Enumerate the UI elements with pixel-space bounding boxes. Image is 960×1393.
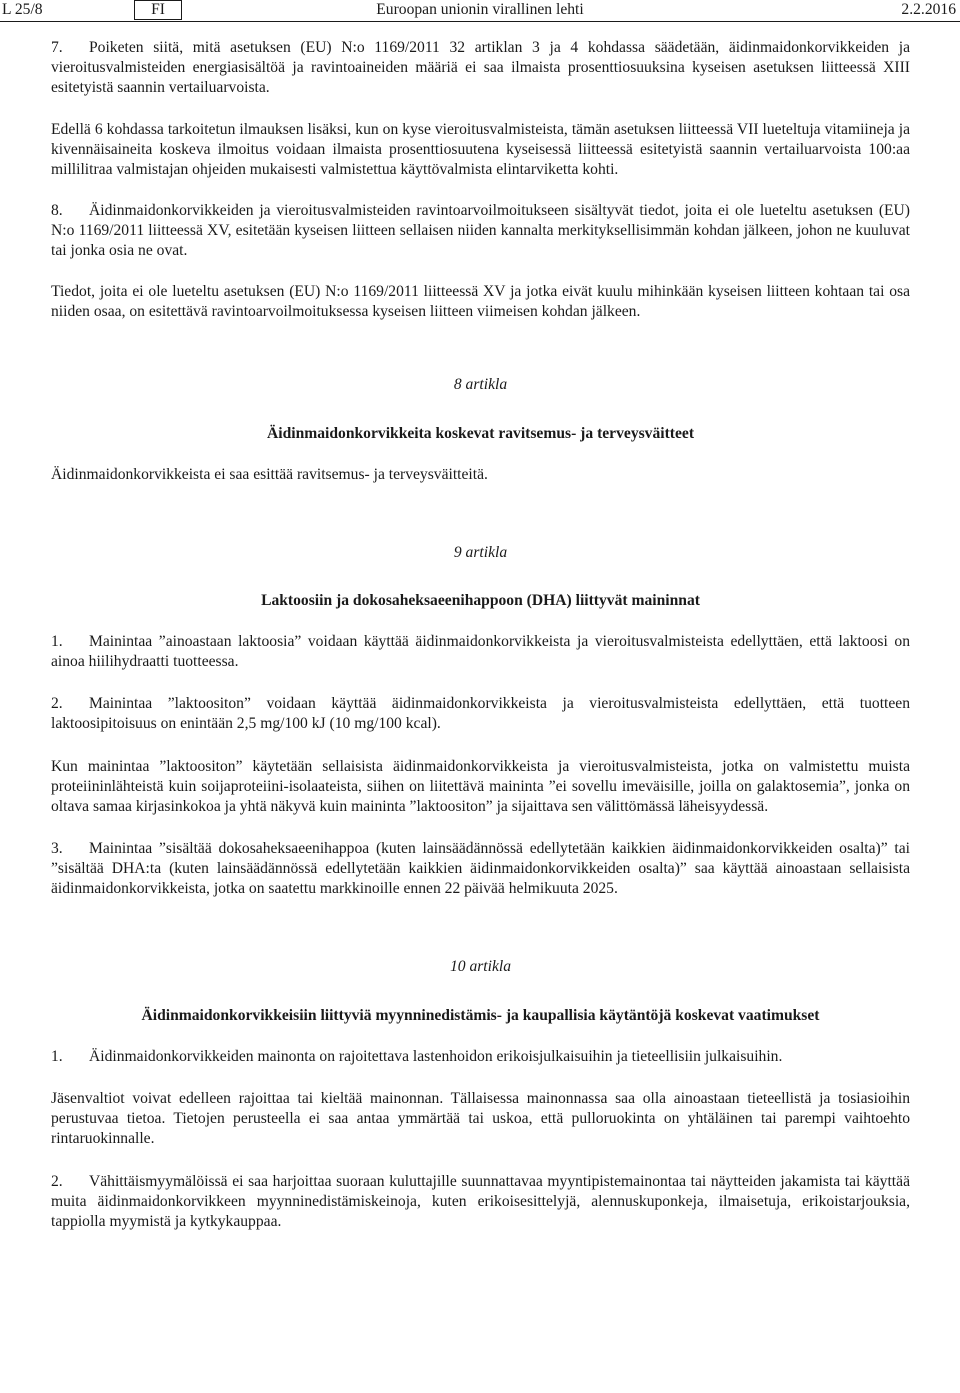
paragraph-text: Mainintaa ”sisältää dokosaheksaeenihappoa (kuten lainsäädännössä edellytetään kaikkien äidinmaidonkorvikkeiden osalta)” tai ”sisältää DHA:ta (kuten lainsäädännössä edellytetään kaikkien äidinmaidonkorvikkeiden osalta)” saa käyttää ainoastaan sellaisista äidinmaidonkorvikkeista, jotka on saatettu markkinoille ennen 22 päivää helmikuuta 2025. (51, 840, 910, 897)
paragraph-7-continued: Edellä 6 kohdassa tarkoitetun ilmauksen lisäksi, kun on kyse vieroitusvalmisteista, tämän asetuksen liitteessä VII lueteltuja vitamiineja ja kivennäisaineita koskeva ilmoitus voidaan ilmaista prosenttiosuutena kyseisessä liitteessä esitetyistä saannin vertailuarvoista 100:aa millilitraa valmistajan ohjeiden mukaisesti valmistettua käyttövalmista elintarviketta kohti. (51, 121, 910, 178)
paragraph-8 (51, 201, 910, 261)
paragraph-number: 2. (51, 1173, 63, 1190)
header-rule (0, 21, 960, 22)
publication-date: 2.2.2016 (901, 1, 956, 18)
paragraph-number: 7. (51, 39, 63, 56)
article-9-title: Laktoosiin ja dokosaheksaeenihappoon (DHA) liittyvät maininnat (261, 592, 700, 609)
paragraph-text: Poiketen siitä, mitä asetuksen (EU) N:o 1169/2011 32 artiklan 3 ja 4 kohdassa säädetään, äidinmaidonkorvikkeiden ja vieroitusvalmisteiden energiasisältöä ja ravintoaineiden määriä ei saa ilmaista prosenttiosuuksina kyseisen asetuksen liitteessä XIII esitetyistä saannin vertailuarvoista. (51, 39, 910, 96)
article-9-number: 9 artikla (453, 544, 508, 561)
document-body (51, 38, 910, 1232)
paragraph-text: Äidinmaidonkorvikkeiden mainonta on rajoitettava lastenhoidon erikoisjulkaisuihin ja tieteellisiin julkaisuihin. (89, 1048, 783, 1065)
article-10-paragraph-1-continued: Jäsenvaltiot voivat edelleen rajoittaa tai kieltää mainonnan. Tällaisessa mainonnassa saa olla ainoastaan tieteellistä ja tosiasioihin perustuvaa tietoa. Tietojen perusteella ei saa antaa ymmärtää tai uskoa, että pulloruokinta on yhtäläinen tai parempi vaihtoehto rintaruokinnalle. (51, 1090, 910, 1147)
journal-title: Euroopan unionin virallinen lehti (376, 1, 584, 18)
article-9-paragraph-2 (51, 694, 910, 734)
article-9-paragraph-1 (51, 632, 910, 672)
language-code-box: FI (134, 0, 182, 20)
paragraph-number: 3. (51, 840, 63, 857)
paragraph-text: Äidinmaidonkorvikkeiden ja vieroitusvalmisteiden ravintoarvoilmoitukseen sisältyvät tiedot, joita ei ole lueteltu asetuksen (EU) N:o 1169/2011 liitteessä XV, esitetään kyseisen liitteen sellaisen niiden kannalta merkityksellisimmän kohdan jälkeen, johon ne kuuluvat tai jonka osia ne ovat. (51, 202, 910, 259)
article-8-title: Äidinmaidonkorvikkeita koskevat ravitsemus- ja terveysväitteet (266, 425, 695, 442)
paragraph-number: 2. (51, 695, 63, 712)
paragraph-7 (51, 38, 910, 98)
article-10-number: 10 artikla (449, 958, 512, 975)
article-10-paragraph-2 (51, 1172, 910, 1232)
article-9-paragraph-2-continued: Kun mainintaa ”laktoositon” käytetään sellaisista äidinmaidonkorvikkeista ja vieroitusvalmisteista, jotka on valmistettu muista proteiininlähteistä kuin soijaproteiini-isolaateista, siihen on liitettävä maininta ”ei sovellu imeväisille, joilla on galaktosemia”, jonka on oltava samaa kirjasinkokoa ja yhtä näkyvä kuin maininta ”laktoositon” ja sijaittava sen välittömässä läheisyydessä. (51, 758, 910, 815)
paragraph-number: 1. (51, 633, 63, 650)
article-8-text: Äidinmaidonkorvikkeista ei saa esittää ravitsemus- ja terveysväitteitä. (51, 466, 488, 483)
paragraph-text: Mainintaa ”ainoastaan laktoosia” voidaan käyttää äidinmaidonkorvikkeista ja vieroitusvalmisteista edellyttäen, että laktoosi on ainoa hiilihydraatti tuotteessa. (51, 633, 910, 670)
paragraph-text: Vähittäismyymälöissä ei saa harjoittaa suoraan kuluttajille suunnattavaa myyntipistemainontaa tai näytteiden jakamista tai käyttää muita äidinmaidonkorvikkeen myynninedistämiskeinoja, kuten erikoisesittelyjä, alennuskuponkeja, ilmaisetuja, erikoistarjouksia, tappiolla myymistä ja kytkykauppaa. (51, 1173, 910, 1230)
article-10-title: Äidinmaidonkorvikkeisiin liittyviä myynninedistämis- ja kaupallisia käytäntöjä koskevat vaatimukset (141, 1007, 820, 1024)
article-10-paragraph-1 (51, 1047, 910, 1067)
paragraph-number: 8. (51, 202, 63, 219)
article-8-number: 8 artikla (453, 376, 508, 393)
journal-header (0, 0, 960, 24)
paragraph-text: Mainintaa ”laktoositon” voidaan käyttää äidinmaidonkorvikkeista ja vieroitusvalmisteista edellyttäen, että tuotteen laktoosipitoisuus on enintään 2,5 mg/100 kJ (10 mg/100 kcal). (51, 695, 910, 732)
page-reference: L 25/8 (2, 1, 43, 18)
paragraph-8-continued: Tiedot, joita ei ole lueteltu asetuksen (EU) N:o 1169/2011 liitteessä XV ja jotka eivät kuulu mihinkään kyseisen liitteen kohtaan tai osa niiden osaa, on esitettävä ravintoarvoilmoituksessa kyseisen liitteen viimeisen kohdan jälkeen. (51, 283, 910, 320)
article-9-paragraph-3 (51, 839, 910, 899)
paragraph-number: 1. (51, 1048, 63, 1065)
